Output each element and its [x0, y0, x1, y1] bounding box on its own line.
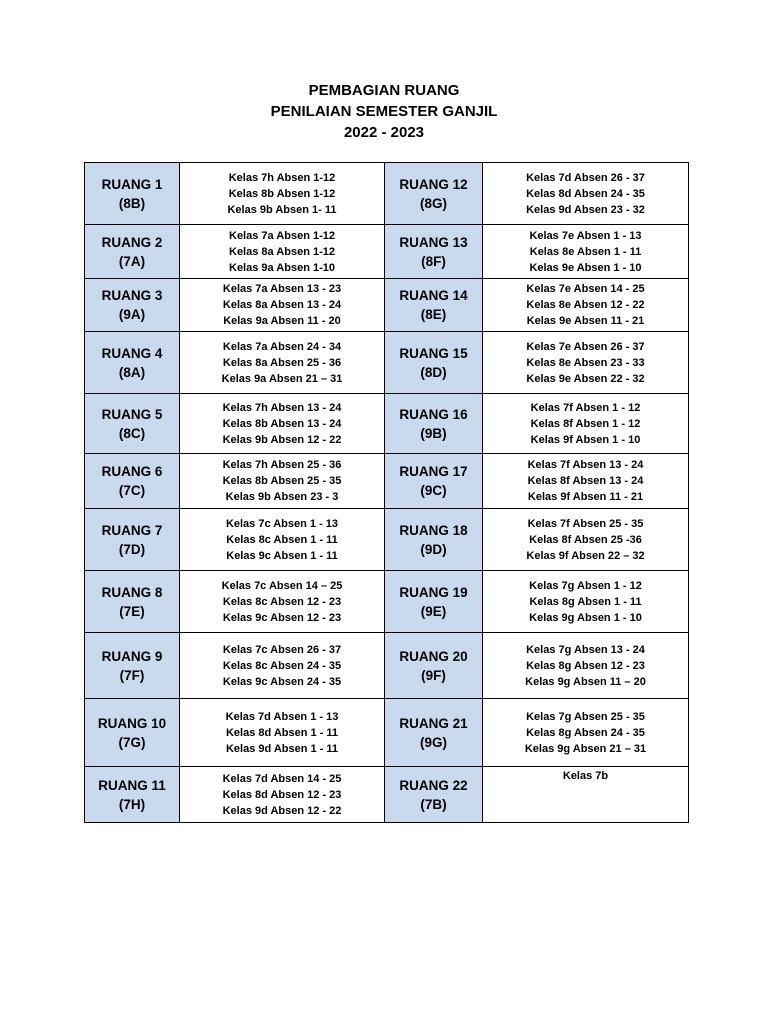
room-code: (7F) — [119, 667, 145, 683]
room-code: (9G) — [420, 734, 447, 750]
room-name: RUANG 13 — [399, 234, 468, 250]
class-entry: Kelas 8d Absen 1 - 11 — [225, 726, 339, 739]
class-list-cell — [483, 332, 689, 394]
room-name: RUANG 14 — [399, 288, 468, 303]
class-entry: Kelas 8b Absen 13 - 24 — [222, 417, 342, 430]
class-entry: Kelas 7d Absen 1 - 13 — [225, 710, 339, 723]
class-list-cell — [483, 225, 689, 279]
class-entry: Kelas 8e Absen 12 - 22 — [526, 299, 645, 311]
room-code: (9B) — [420, 425, 447, 441]
class-entry: Kelas 9g Absen 11 – 20 — [525, 675, 646, 688]
room-name: RUANG 1 — [101, 176, 163, 192]
class-entry: Kelas 7c Absen 1 - 13 — [225, 517, 339, 530]
class-entry: Kelas 8c Absen 12 - 23 — [222, 595, 342, 608]
class-entry: Kelas 9e Absen 1 - 10 — [529, 261, 642, 274]
class-entry: Kelas 8a Absen 1-12 — [229, 245, 335, 258]
class-entry: Kelas 8c Absen 24 - 35 — [222, 659, 342, 672]
class-entry: Kelas 8c Absen 1 - 11 — [226, 533, 338, 546]
class-entry: Kelas 7c Absen 14 – 25 — [221, 579, 343, 592]
class-entry: Kelas 8a Absen 13 - 24 — [222, 299, 342, 311]
class-list-cell — [180, 454, 385, 509]
table-row — [85, 225, 689, 279]
table-row — [85, 509, 689, 571]
class-entry: Kelas 9d Absen 12 - 22 — [222, 804, 342, 817]
class-list-cell — [483, 163, 689, 225]
room-name: RUANG 8 — [101, 584, 163, 600]
room-code: (7B) — [420, 796, 447, 812]
room-code: (8C) — [118, 425, 146, 441]
class-list-cell — [180, 767, 385, 823]
table-row — [85, 633, 689, 699]
room-cell — [385, 767, 483, 823]
room-name: RUANG 5 — [101, 406, 163, 422]
room-code: (8D) — [420, 364, 447, 380]
room-name: RUANG 12 — [399, 176, 468, 192]
room-cell — [85, 279, 180, 332]
room-code: (7A) — [118, 253, 146, 269]
room-allocation-body — [85, 163, 689, 823]
room-name: RUANG 9 — [101, 648, 163, 664]
room-code: (8E) — [420, 307, 447, 322]
class-list-cell — [180, 394, 385, 454]
class-list-cell — [483, 633, 689, 699]
class-entry: Kelas 7f Absen 25 - 35 — [527, 517, 644, 530]
room-name: RUANG 18 — [399, 522, 468, 538]
table-row — [85, 767, 689, 823]
class-entry: Kelas 9c Absen 24 - 35 — [222, 675, 342, 688]
table-row — [85, 699, 689, 767]
class-entry: Kelas 8g Absen 24 - 35 — [526, 726, 645, 739]
class-list-cell — [483, 767, 689, 823]
class-entry: Kelas 9f Absen 22 – 32 — [526, 549, 645, 562]
room-name: RUANG 6 — [101, 464, 163, 479]
class-list-cell — [483, 699, 689, 767]
room-name: RUANG 22 — [399, 777, 468, 793]
room-code: (9D) — [420, 541, 447, 557]
class-list-cell — [180, 571, 385, 633]
table-row — [85, 279, 689, 332]
room-code: (7D) — [118, 541, 146, 557]
table-row — [85, 332, 689, 394]
room-cell — [85, 571, 180, 633]
class-entry: Kelas 7a Absen 1-12 — [229, 229, 335, 242]
room-name: RUANG 20 — [399, 648, 468, 664]
room-cell — [85, 767, 180, 823]
class-entry: Kelas 9a Absen 11 - 20 — [223, 315, 341, 327]
class-list-cell — [180, 332, 385, 394]
room-cell — [385, 163, 483, 225]
class-entry: Kelas 7h Absen 13 - 24 — [222, 401, 342, 414]
room-cell — [85, 509, 180, 571]
class-entry: Kelas 7c Absen 26 - 37 — [222, 643, 342, 656]
class-entry: Kelas 8f Absen 25 -36 — [529, 533, 642, 546]
class-entry: Kelas 9f Absen 11 - 21 — [527, 491, 644, 503]
class-entry: Kelas 9d Absen 1 - 11 — [225, 742, 339, 755]
room-allocation-table — [84, 162, 689, 823]
room-name: RUANG 4 — [101, 345, 163, 361]
class-entry: Kelas 9a Absen 21 – 31 — [221, 372, 343, 385]
class-entry: Kelas 8b Absen 1-12 — [228, 187, 336, 200]
room-name: RUANG 21 — [399, 715, 468, 731]
room-name: RUANG 19 — [399, 584, 468, 600]
room-cell — [85, 633, 180, 699]
class-list-cell — [483, 571, 689, 633]
room-cell — [385, 279, 483, 332]
room-code: (8G) — [420, 195, 447, 211]
class-list-cell — [483, 509, 689, 571]
class-list-cell — [180, 279, 385, 332]
document-subtitle: PENILAIAN SEMESTER GANJIL — [270, 103, 498, 120]
class-entry: Kelas 8g Absen 12 - 23 — [526, 659, 645, 672]
room-code: (9F) — [421, 667, 446, 683]
class-entry: Kelas 9g Absen 1 - 10 — [529, 611, 642, 624]
table-row — [85, 454, 689, 509]
class-entry: Kelas 8d Absen 24 - 35 — [526, 187, 645, 200]
room-cell — [385, 454, 483, 509]
room-name: RUANG 10 — [97, 715, 167, 731]
table-row — [85, 571, 689, 633]
room-name: RUANG 17 — [399, 464, 468, 479]
room-cell — [385, 394, 483, 454]
class-entry: Kelas 8d Absen 12 - 23 — [222, 788, 342, 801]
room-code: (7E) — [119, 603, 145, 619]
class-list-cell — [180, 163, 385, 225]
room-code: (7H) — [118, 796, 146, 812]
room-name: RUANG 2 — [101, 234, 163, 250]
class-entry: Kelas 9g Absen 21 – 31 — [524, 742, 647, 755]
room-cell — [385, 571, 483, 633]
class-entry: Kelas 7d Absen 26 - 37 — [526, 171, 645, 184]
room-cell — [385, 633, 483, 699]
class-entry: Kelas 9d Absen 23 - 32 — [526, 203, 645, 216]
class-list-cell — [483, 454, 689, 509]
class-entry: Kelas 7f Absen 13 - 24 — [527, 459, 644, 471]
class-entry: Kelas 7h Absen 25 - 36 — [222, 459, 342, 471]
room-name: RUANG 15 — [399, 345, 468, 361]
room-name: RUANG 3 — [101, 288, 163, 303]
table-row — [85, 394, 689, 454]
class-entry: Kelas 7b — [562, 770, 609, 782]
class-entry: Kelas 9e Absen 11 - 21 — [526, 315, 645, 327]
room-code: (7G) — [118, 734, 146, 750]
room-name: RUANG 11 — [98, 777, 166, 793]
class-list-cell — [180, 509, 385, 571]
room-cell — [85, 225, 180, 279]
class-entry: Kelas 8f Absen 1 - 12 — [530, 417, 641, 430]
room-code: (9E) — [420, 603, 447, 619]
room-code: (8A) — [118, 364, 146, 380]
class-list-cell — [483, 394, 689, 454]
room-cell — [85, 332, 180, 394]
class-entry: Kelas 7e Absen 26 - 37 — [526, 340, 645, 353]
class-entry: Kelas 9f Absen 1 - 10 — [530, 433, 641, 446]
room-cell — [85, 163, 180, 225]
class-entry: Kelas 9a Absen 1-10 — [229, 261, 335, 274]
class-entry: Kelas 9b Absen 23 - 3 — [225, 491, 339, 503]
class-entry: Kelas 9c Absen 12 - 23 — [222, 611, 342, 624]
room-cell — [85, 699, 180, 767]
class-entry: Kelas 8e Absen 1 - 11 — [529, 245, 642, 258]
room-code: (7C) — [118, 483, 146, 498]
class-entry: Kelas 7e Absen 14 - 25 — [526, 283, 645, 295]
class-entry: Kelas 9b Absen 1- 11 — [227, 203, 337, 216]
class-entry: Kelas 7g Absen 13 - 24 — [526, 643, 645, 656]
class-entry: Kelas 9b Absen 12 - 22 — [222, 433, 342, 446]
room-code: (9A) — [118, 307, 146, 322]
class-entry: Kelas 8g Absen 1 - 11 — [529, 595, 642, 608]
class-entry: Kelas 8f Absen 13 - 24 — [527, 475, 644, 487]
room-code: (8B) — [118, 195, 146, 211]
room-cell — [385, 509, 483, 571]
class-entry: Kelas 8a Absen 25 - 36 — [222, 356, 342, 369]
class-entry: Kelas 8b Absen 25 - 35 — [222, 475, 342, 487]
room-code: (8F) — [421, 253, 446, 269]
class-list-cell — [180, 699, 385, 767]
room-name: RUANG 7 — [101, 522, 163, 538]
document-year: 2022 - 2023 — [343, 124, 425, 141]
room-cell — [85, 394, 180, 454]
table-row — [85, 163, 689, 225]
room-cell — [385, 332, 483, 394]
room-code: (9C) — [420, 483, 447, 498]
class-entry: Kelas 7d Absen 14 - 25 — [222, 772, 342, 785]
class-entry: Kelas 9e Absen 22 - 32 — [526, 372, 645, 385]
room-cell — [385, 699, 483, 767]
document-title: PEMBAGIAN RUANG — [308, 82, 460, 99]
class-list-cell — [180, 633, 385, 699]
class-entry: Kelas 7a Absen 24 - 34 — [222, 340, 342, 353]
class-entry: Kelas 7g Absen 25 - 35 — [526, 710, 645, 723]
room-cell — [385, 225, 483, 279]
class-entry: Kelas 7h Absen 1-12 — [228, 171, 336, 184]
class-entry: Kelas 7g Absen 1 - 12 — [529, 579, 642, 592]
class-entry: Kelas 7f Absen 1 - 12 — [530, 401, 641, 414]
class-list-cell — [483, 279, 689, 332]
class-list-cell — [180, 225, 385, 279]
class-entry: Kelas 8e Absen 23 - 33 — [526, 356, 645, 369]
class-entry: Kelas 9c Absen 1 - 11 — [226, 549, 338, 562]
room-name: RUANG 16 — [399, 406, 468, 422]
room-cell — [85, 454, 180, 509]
class-entry: Kelas 7a Absen 13 - 23 — [222, 283, 342, 295]
class-entry: Kelas 7e Absen 1 - 13 — [529, 229, 642, 242]
